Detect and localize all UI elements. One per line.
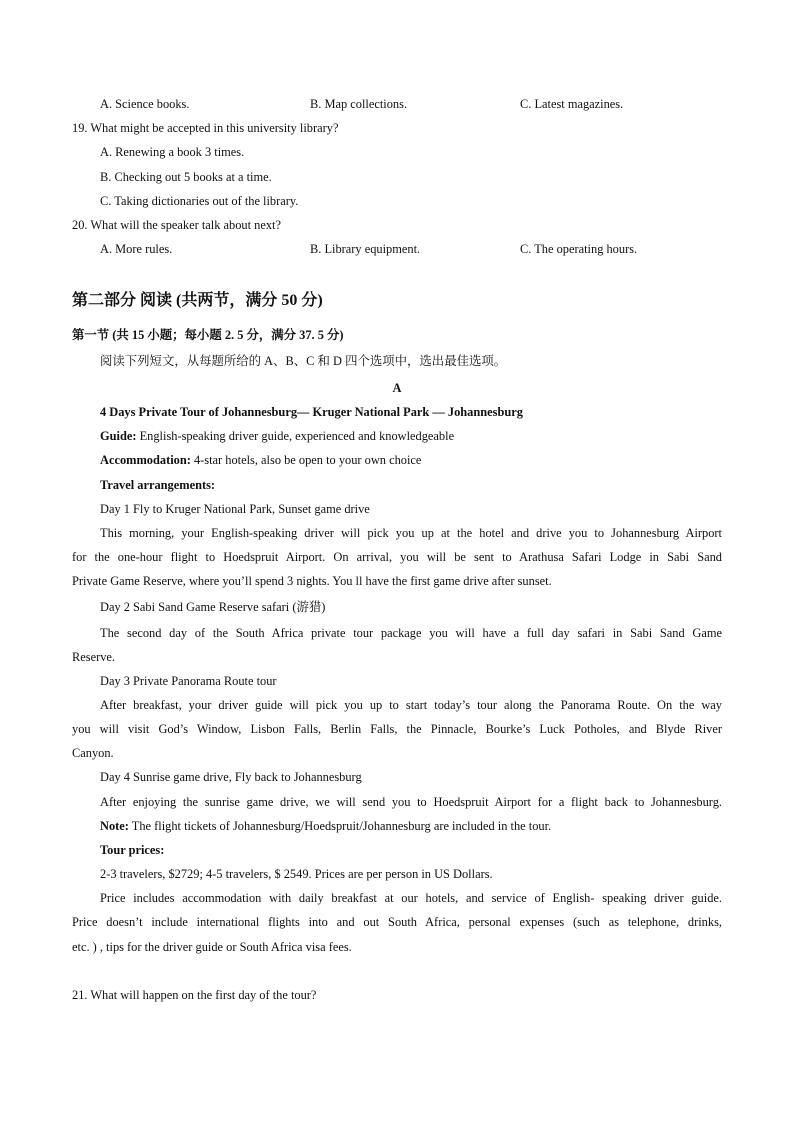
- day3-line-1: After breakfast, your driver guide will pick you up to start today’s tour along the Panorama Route. On the way: [100, 698, 722, 712]
- day4-line-1: After enjoying the sunrise game drive, we will send you to Hoedspruit Airport for a flight back to Johannesburg.: [100, 795, 722, 809]
- prices-line: 2-3 travelers, $2729; 4-5 travelers, $ 2549. Prices are per person in US Dollars.: [100, 867, 493, 881]
- q20-option-b: B. Library equipment.: [310, 242, 421, 256]
- accommodation-text: 4-star hotels, also be open to your own choice: [190, 453, 422, 467]
- q20-option-c: C. The operating hours.: [520, 242, 638, 256]
- section1-heading: 第一节 (共 15 小题；每小题 2. 5 分，满分 37. 5 分): [72, 328, 344, 342]
- includes-line-3: etc. ) , tips for the driver guide or South Africa visa fees.: [72, 940, 352, 954]
- passage-title: 4 Days Private Tour of Johannesburg— Kruger National Park — Johannesburg: [100, 405, 523, 419]
- q18-option-c: C. Latest magazines.: [520, 97, 624, 111]
- reading-instruction: 阅读下列短文，从每题所给的 A、B、C 和 D 四个选项中，选出最佳选项。: [100, 354, 507, 368]
- q19-option-c: C. Taking dictionaries out of the library.: [100, 194, 299, 208]
- day3-line-3: Canyon.: [72, 746, 114, 760]
- q20-stem: 20. What will the speaker talk about next?: [72, 218, 281, 232]
- q20-option-a: A. More rules.: [100, 242, 173, 256]
- travel-arrangements-label: Travel arrangements:: [100, 478, 216, 492]
- includes-line-2: Price doesn’t include international flights into and out South Africa, personal expenses (such as telephone, drinks,: [72, 915, 722, 929]
- note-label: Note:: [100, 819, 129, 833]
- passage-letter: A: [392, 381, 402, 395]
- guide-label: Guide:: [100, 429, 137, 443]
- tour-prices-label: Tour prices:: [100, 843, 165, 857]
- day4-title: Day 4 Sunrise game drive, Fly back to Johannesburg: [100, 770, 362, 784]
- guide-text: English-speaking driver guide, experienced and knowledgeable: [136, 429, 455, 443]
- q21-stem: 21. What will happen on the first day of the tour?: [72, 988, 317, 1002]
- day1-line-2: for the one-hour flight to Hoedspruit Airport. On arrival, you will be sent to Arathusa Safari Lodge in Sabi Sand: [72, 550, 722, 564]
- includes-line-1: Price includes accommodation with daily breakfast at our hotels, and service of English- speaking driver guide.: [100, 891, 722, 905]
- accommodation-label: Accommodation:: [100, 453, 191, 467]
- q18-option-b: B. Map collections.: [310, 97, 408, 111]
- note-text: The flight tickets of Johannesburg/Hoedspruit/Johannesburg are included in the tour.: [128, 819, 552, 833]
- part2-heading: 第二部分 阅读 (共两节，满分 50 分): [72, 292, 323, 309]
- q19-option-a: A. Renewing a book 3 times.: [100, 145, 245, 159]
- day3-title: Day 3 Private Panorama Route tour: [100, 674, 277, 688]
- day1-line-1: This morning, your English-speaking driver will pick you up at the hotel and drive you to Johannesburg Airport: [100, 526, 722, 540]
- q19-stem: 19. What might be accepted in this university library?: [72, 121, 339, 135]
- day2-title: Day 2 Sabi Sand Game Reserve safari (游猎): [100, 600, 326, 614]
- day3-line-2: you will visit God’s Window, Lisbon Falls, Berlin Falls, the Pinnacle, Bourke’s Luck Potholes, and Blyde River: [72, 722, 722, 736]
- q18-option-a: A. Science books.: [100, 97, 190, 111]
- accommodation-line: [100, 452, 794, 468]
- guide-line: [100, 428, 794, 444]
- day1-title: Day 1 Fly to Kruger National Park, Sunset game drive: [100, 502, 370, 516]
- note-line: [100, 818, 794, 834]
- day2-line-2: Reserve.: [72, 650, 116, 664]
- day2-line-1: The second day of the South Africa private tour package you will have a full day safari in Sabi Sand Game: [100, 626, 722, 640]
- q19-option-b: B. Checking out 5 books at a time.: [100, 170, 272, 184]
- day1-line-3: Private Game Reserve, where you’ll spend 3 nights. You ll have the first game drive after sunset.: [72, 574, 552, 588]
